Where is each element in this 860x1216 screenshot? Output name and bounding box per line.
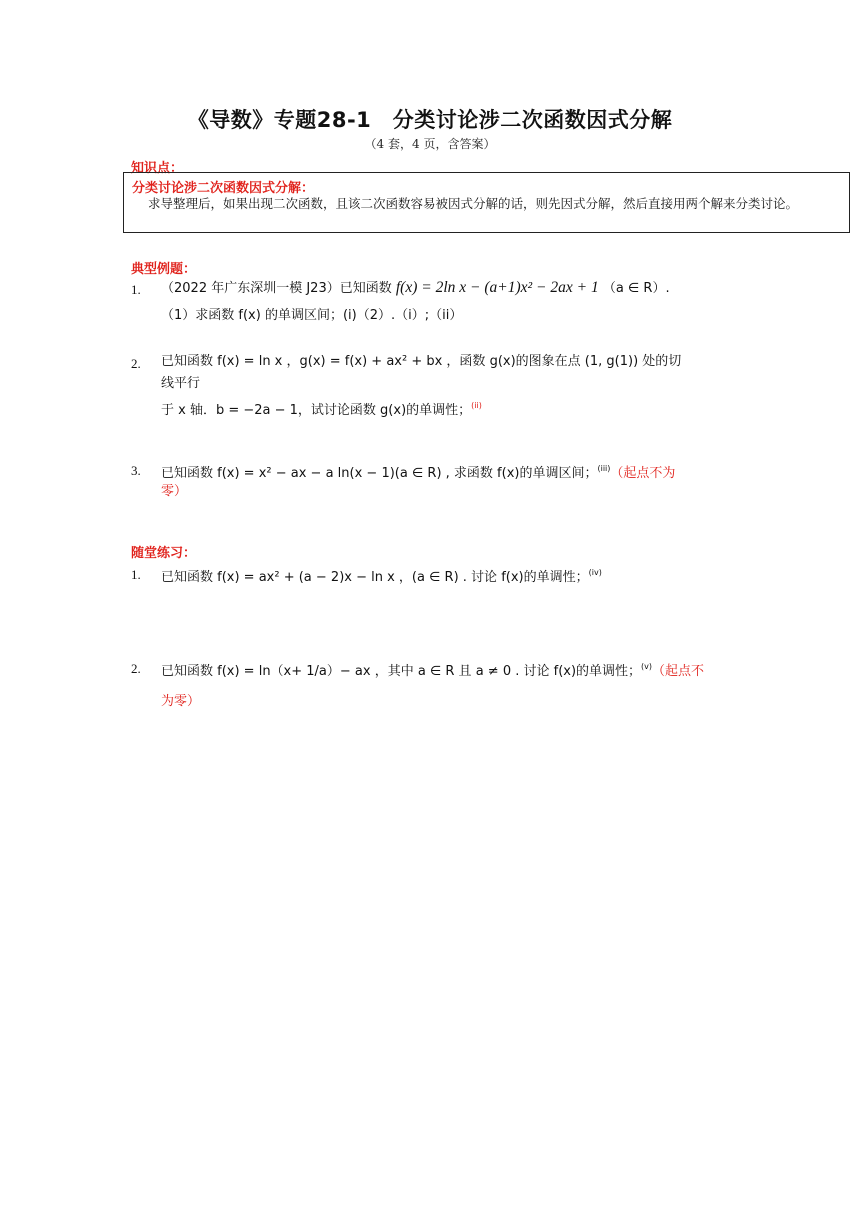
practice-1-number: 1.	[131, 567, 141, 582]
example-1-line-2: （1）求函数 f(x) 的单调区间；(i)（2）.（i）;（ii）	[161, 308, 463, 323]
example-3-line-2: 零）	[161, 484, 188, 499]
example-2-line-1b: 线平行	[161, 376, 201, 391]
knowledge-box-title: 分类讨论涉二次函数因式分解：	[132, 181, 315, 196]
example-3-red-note: （起点不为	[610, 466, 676, 481]
example-1-formula: f(x) = 2ln x − (a+1)x² − 2ax + 1	[395, 279, 599, 296]
example-2-note: (ii)	[471, 401, 482, 410]
practice-2-line-2: 为零）	[161, 694, 201, 709]
example-2-line-1: 已知函数 f(x) = ln x ，g(x) = f(x) + ax² + bx ，函数 g(x)的图象在点 (1, g(1)) 处的切	[161, 354, 682, 369]
practice-2-number: 2.	[131, 661, 141, 676]
example-2-text: 于 x 轴．b = −2a − 1，试讨论函数 g(x)的单调性；	[161, 403, 472, 418]
practice-2-note: (v)	[641, 662, 653, 671]
practice-1-note: (iv)	[588, 568, 602, 577]
example-2-number: 2.	[131, 356, 141, 371]
practice-2-red-note: （起点不	[652, 664, 705, 679]
example-3-number: 3.	[131, 463, 141, 478]
practice-2-text: 已知函数 f(x) = ln（x+ 1/a）− ax ，其中 a ∈ R 且 a ≠ 0 . 讨论 f(x)的单调性；	[161, 664, 642, 679]
knowledge-box	[123, 172, 850, 233]
example-1-number: 1.	[131, 282, 141, 297]
page-title: 《导数》专题28-1 分类讨论涉二次函数因式分解	[187, 108, 673, 132]
practice-2-line-1	[161, 657, 704, 682]
example-2-line-2	[161, 396, 482, 421]
example-3-note: (iii)	[597, 464, 611, 473]
example-1-condition: （a ∈ R）.	[602, 281, 670, 296]
page-subtitle: （4 套，4 页，含答案）	[364, 137, 496, 151]
practice-heading: 随堂练习：	[131, 546, 197, 561]
example-1-source: （2022 年广东深圳一模 J23）已知函数	[161, 281, 392, 296]
practice-1-text: 已知函数 f(x) = ax² + (a − 2)x − ln x ，(a ∈ R) . 讨论 f(x)的单调性；	[161, 570, 589, 585]
example-3-line-1	[161, 459, 675, 484]
example-3-text: 已知函数 f(x) = x² − ax − a ln(x − 1)(a ∈ R) , 求函数 f(x)的单调区间；	[161, 466, 598, 481]
example-1-line-1	[161, 278, 670, 299]
knowledge-box-text: 求导整理后，如果出现二次函数，且该二次函数容易被因式分解的话，则先因式分解，然后直接用两个解来分类讨论。	[148, 196, 799, 211]
examples-heading: 典型例题：	[131, 262, 197, 277]
knowledge-heading: 知识点：	[131, 161, 184, 176]
practice-1-line-1	[161, 563, 602, 588]
